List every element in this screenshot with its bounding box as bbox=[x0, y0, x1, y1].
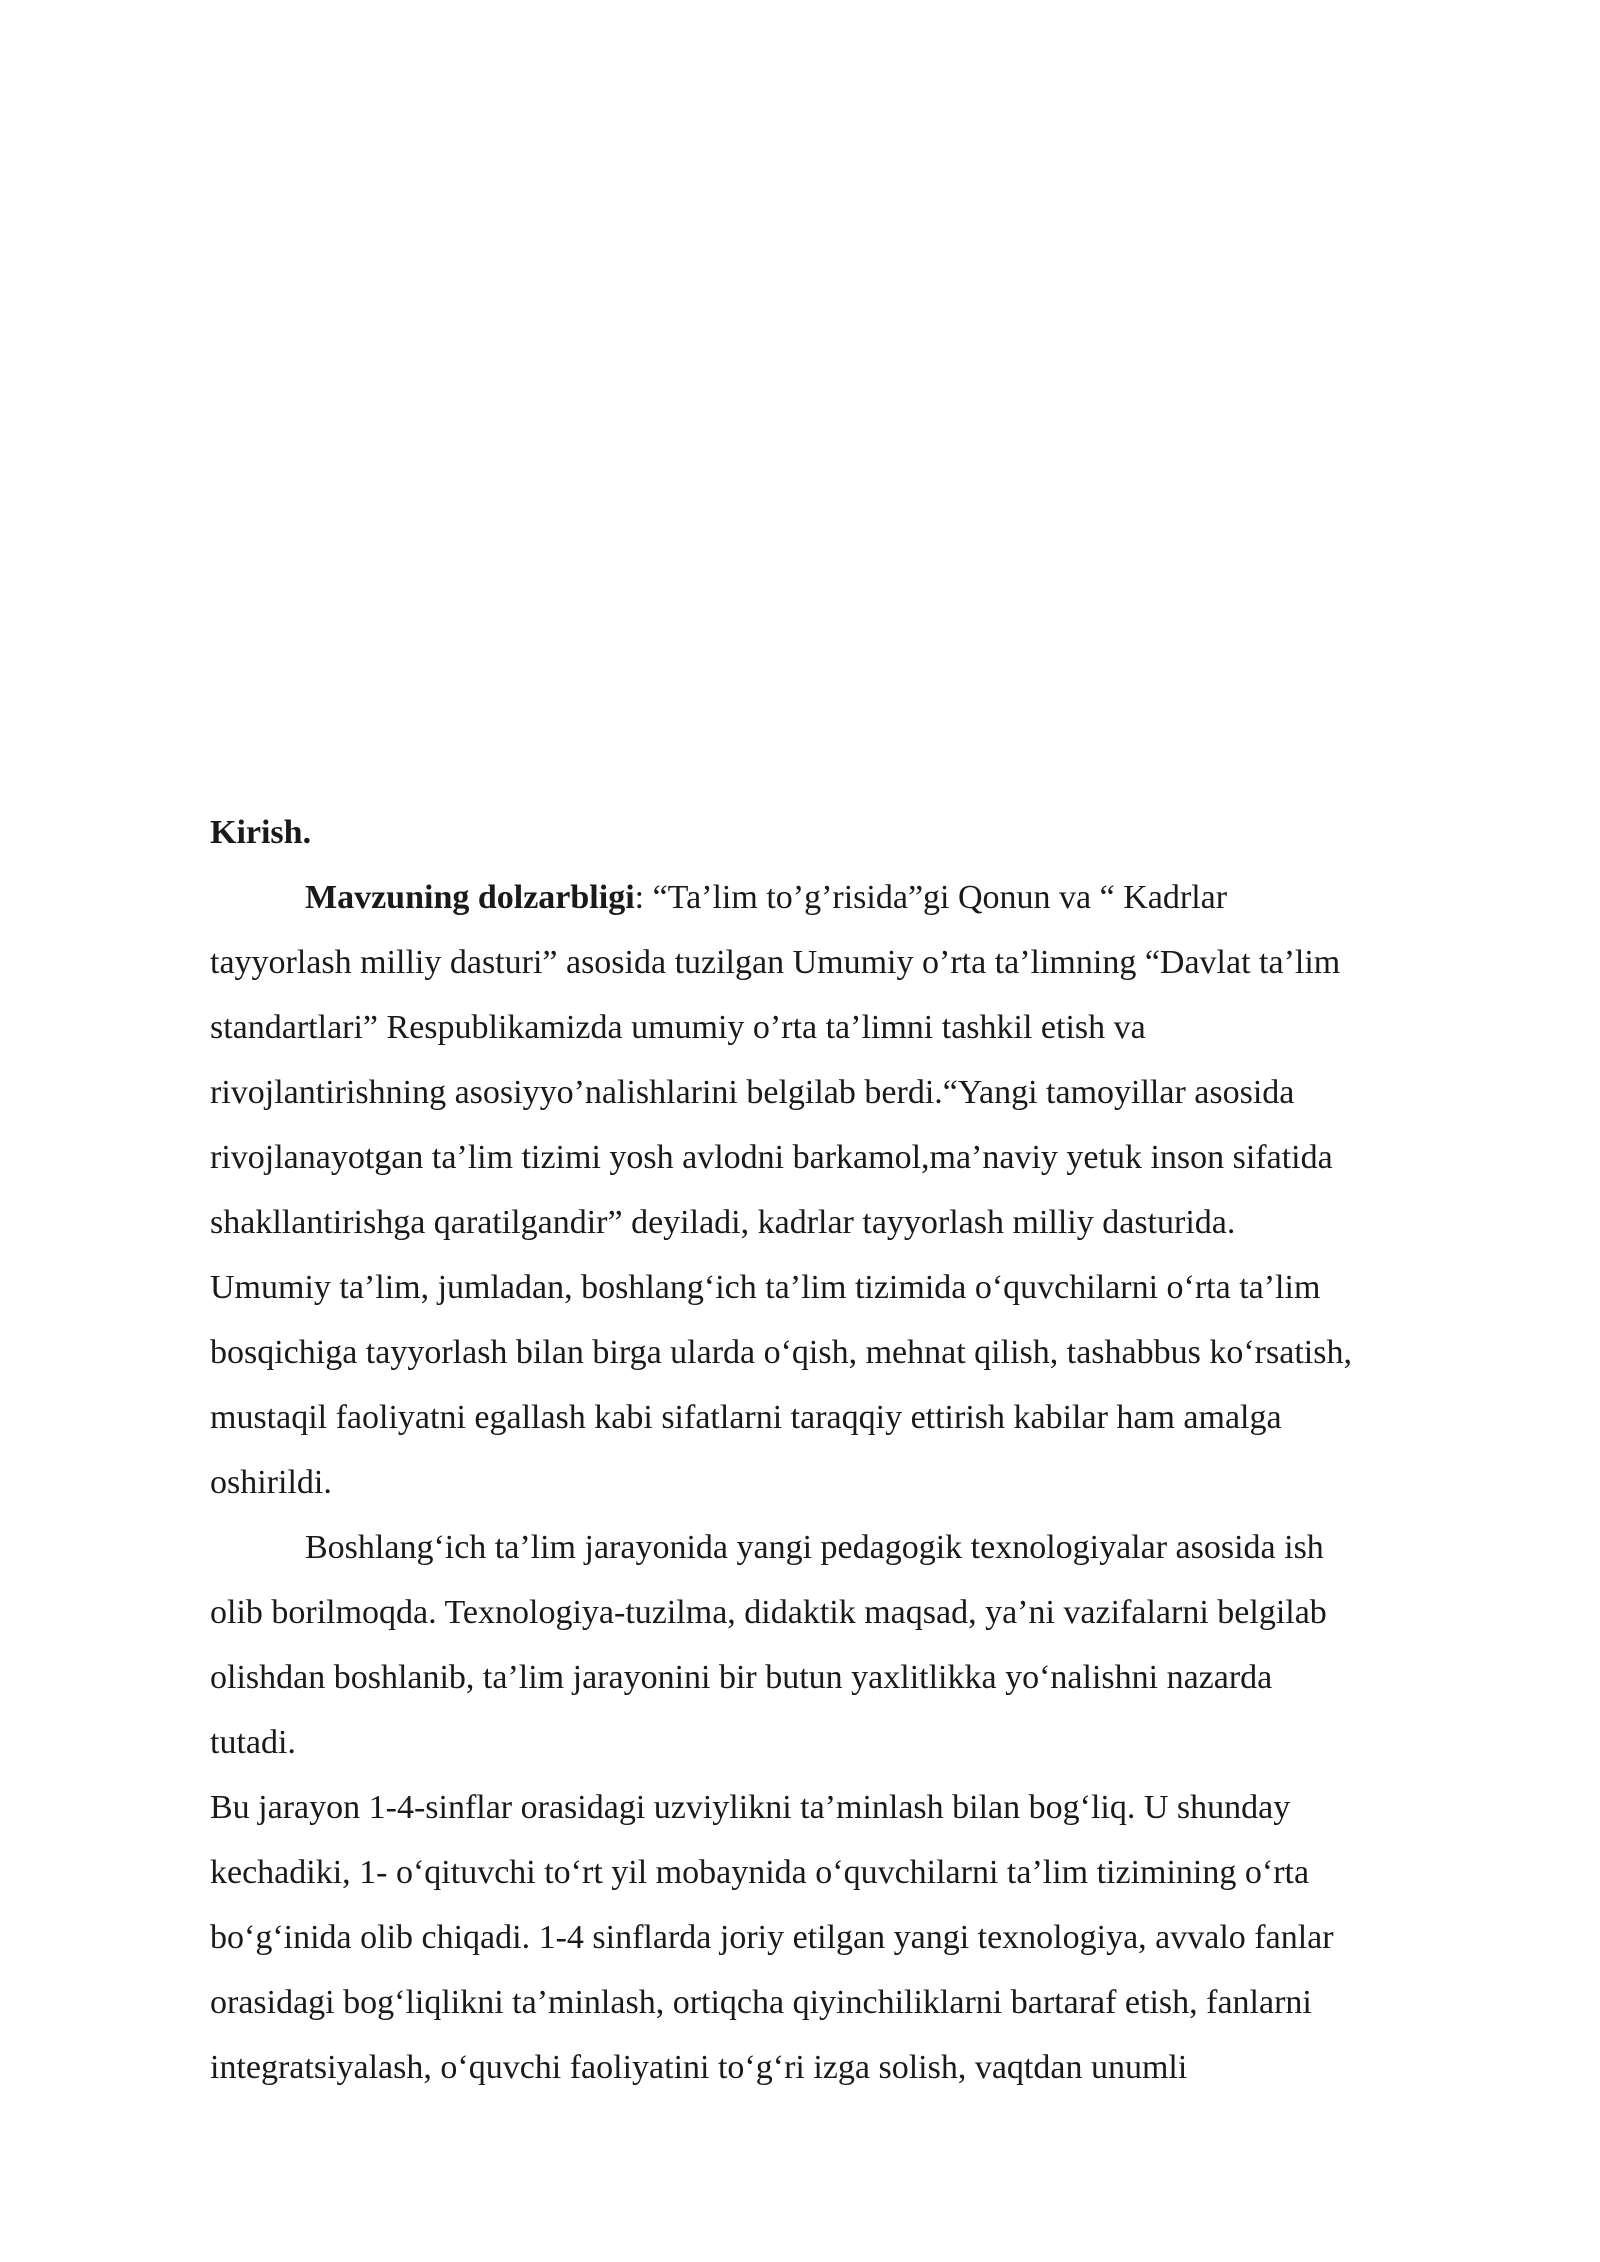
paragraph-line: standartlari” Respublikamizda umumiy o’rta ta’limni tashkil etish va bbox=[210, 1009, 1146, 1046]
paragraph-line: Bu jarayon 1-4-sinflar orasidagi uzviylikni ta’minlash bilan bog‘liq. U shunday bbox=[210, 1789, 1291, 1826]
paragraph-line: tayyorlash milliy dasturi” asosida tuzilgan Umumiy o’rta ta’limning “Davlat ta’lim bbox=[210, 944, 1341, 981]
paragraph-continuity bbox=[210, 1775, 1500, 2100]
paragraph-relevance bbox=[210, 865, 1500, 1515]
paragraph-line: bosqichiga tayyorlash bilan birga ularda o‘qish, mehnat qilish, tashabbus ko‘rsatish, bbox=[210, 1334, 1352, 1371]
section-heading: Kirish. bbox=[210, 814, 312, 851]
paragraph-line: orasidagi bog‘liqlikni ta’minlash, ortiqcha qiyinchiliklarni bartaraf etish, fanlarni bbox=[210, 1984, 1312, 2021]
paragraph-line: integratsiyalash, o‘quvchi faoliyatini to‘g‘ri izga solish, vaqtdan unumli bbox=[210, 2049, 1188, 2086]
paragraph-line: olib borilmoqda. Texnologiya-tuzilma, didaktik maqsad, ya’ni vazifalarni belgilab bbox=[210, 1594, 1327, 1631]
paragraph-line: rivojlanayotgan ta’lim tizimi yosh avlodni barkamol,ma’naviy yetuk inson sifatida bbox=[210, 1139, 1333, 1176]
paragraph-line: tutadi. bbox=[210, 1724, 296, 1761]
relevance-label: Mavzuning dolzarbligi bbox=[305, 879, 635, 916]
paragraph-line bbox=[210, 865, 1500, 930]
paragraph-line: Umumiy ta’lim, jumladan, boshlang‘ich ta’lim tizimida o‘quvchilarni o‘rta ta’lim bbox=[210, 1269, 1321, 1306]
paragraph-line: Boshlang‘ich ta’lim jarayonida yangi pedagogik texnologiyalar asosida ish bbox=[305, 1529, 1324, 1566]
paragraph-line: shakllantirishga qaratilgandir” deyiladi, kadrlar tayyorlash milliy dasturida. bbox=[210, 1204, 1236, 1241]
paragraph-technology bbox=[210, 1515, 1500, 1775]
paragraph-line: oshirildi. bbox=[210, 1464, 332, 1501]
paragraph-line: rivojlantirishning asosiyyo’nalishlarini belgilab berdi.“Yangi tamoyillar asosida bbox=[210, 1074, 1295, 1111]
paragraph-line-text: : “Ta’lim to’g’risida”gi Qonun va “ Kadrlar bbox=[634, 879, 1228, 916]
paragraph-line: bo‘g‘inida olib chiqadi. 1-4 sinflarda joriy etilgan yangi texnologiya, avvalo fanlar bbox=[210, 1919, 1334, 1956]
paragraph-line: mustaqil faoliyatni egallash kabi sifatlarni taraqqiy ettirish kabilar ham amalga bbox=[210, 1399, 1282, 1436]
paragraph-line: olishdan boshlanib, ta’lim jarayonini bir butun yaxlitlikka yo‘nalishni nazarda bbox=[210, 1659, 1273, 1696]
document-body bbox=[210, 800, 1500, 2100]
paragraph-line: kechadiki, 1- o‘qituvchi to‘rt yil mobaynida o‘quvchilarni ta’lim tizimining o‘rta bbox=[210, 1854, 1310, 1891]
